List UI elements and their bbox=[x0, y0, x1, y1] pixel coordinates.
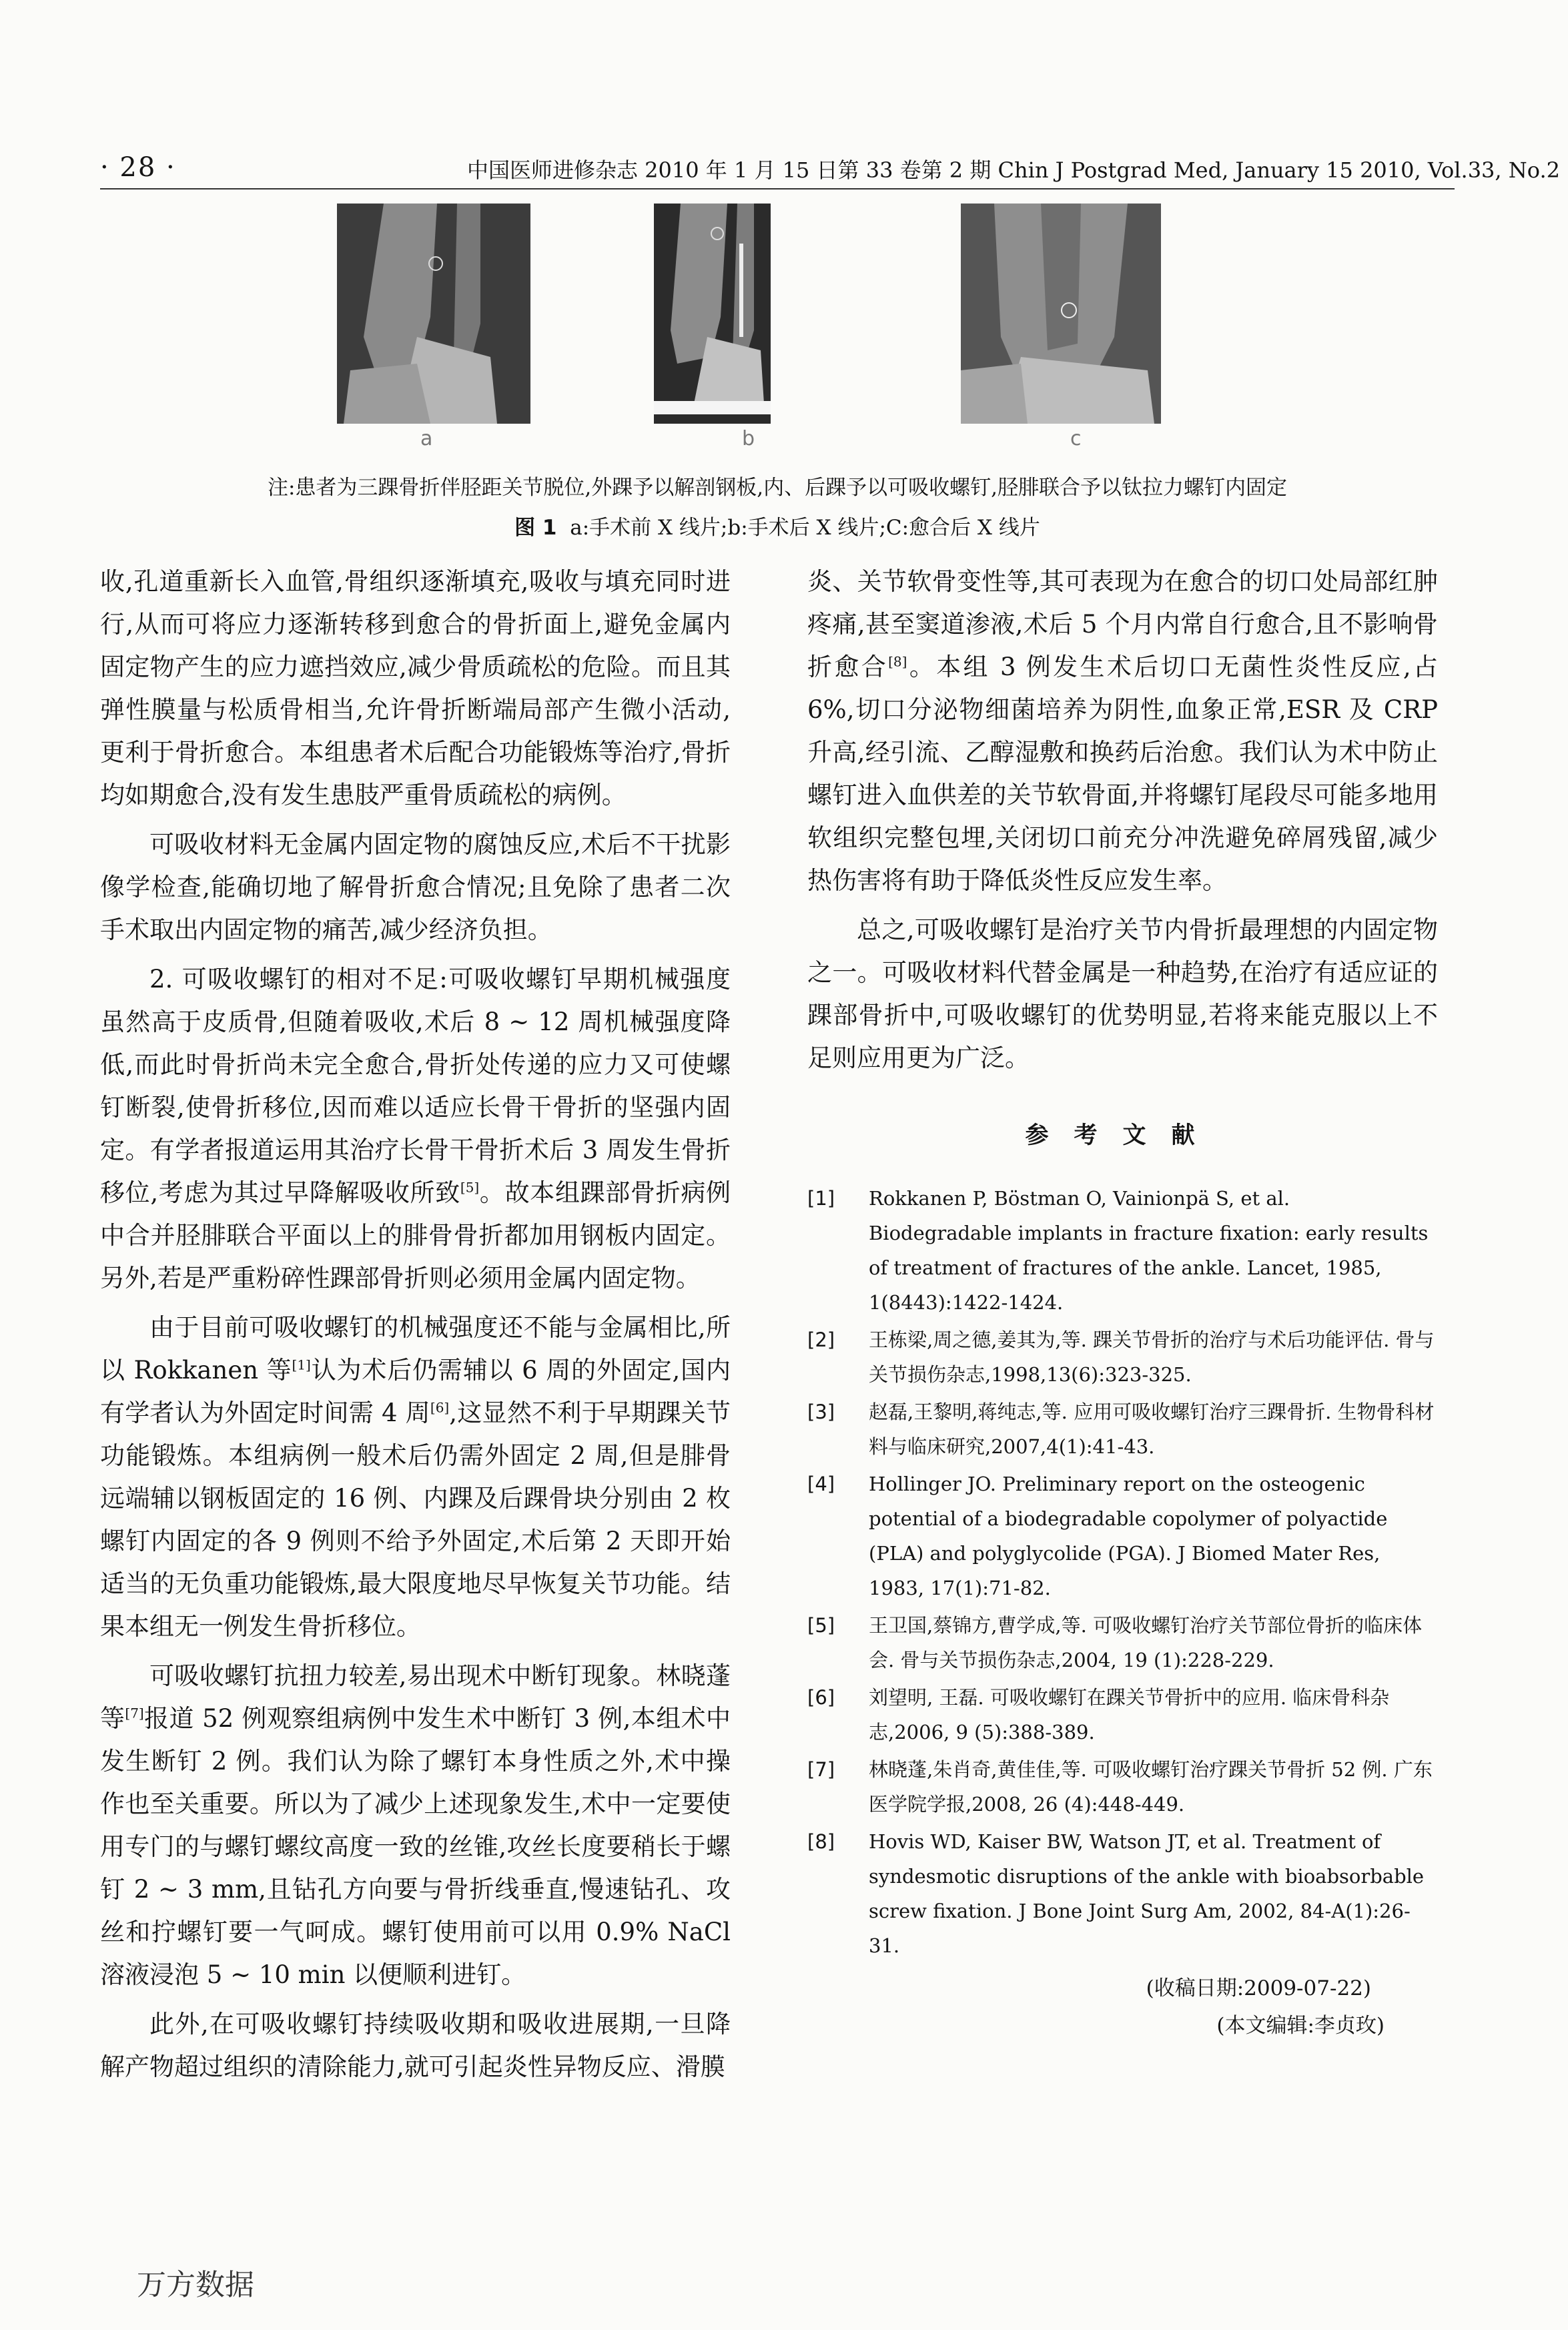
right-column bbox=[807, 560, 1438, 2044]
paragraph bbox=[100, 1655, 731, 1996]
citation: [5] bbox=[460, 1179, 480, 1196]
reference-item bbox=[807, 1680, 1438, 1750]
reference-list bbox=[807, 1181, 1438, 1963]
panel-label-b: b bbox=[742, 427, 755, 450]
paragraph: 收,孔道重新长入血管,骨组织逐渐填充,吸收与填充同时进行,从而可将应力逐渐转移到愈合的骨折面上,避免金属内固定物产生的应力遮挡效应,减少骨质疏松的危险。而且其弹性膜量与松质骨相当,允许骨折断端局部产生微小活动,更利于骨折愈合。本组患者术后配合功能锻炼等治疗,骨折均如期愈合,没有发生患肢严重骨质疏松的病例。 bbox=[100, 567, 731, 809]
xray-image-b bbox=[654, 204, 771, 424]
xray-image-c bbox=[961, 204, 1161, 424]
text-run: 由于目前可吸收螺钉的机械强度还不能与金属相比,所以 Rokkanen 等 bbox=[100, 1313, 731, 1385]
citation: [6] bbox=[430, 1399, 450, 1416]
text-run: 报道 52 例观察组病例中发生术中断钉 3 例,本组术中发生断钉 2 例。我们认为除了螺钉本身性质之外,术中操作也至关重要。所以为了减少上述现象发生,术中一定要使用专门的与螺钉螺纹高度一致的丝锥,攻丝长度要稍长于螺钉 2 ~ 3 mm,且钻孔方向要与骨折线垂直,慢速钻孔、攻丝和拧螺钉要一气呵成。螺钉使用前可以用 0.9% NaCl 溶液浸泡 5 ~ 10 min 以便顺利进钉。 bbox=[100, 1704, 731, 1989]
xray-image-a bbox=[337, 204, 530, 424]
citation: [7] bbox=[125, 1705, 144, 1721]
reference-number: [8] bbox=[807, 1830, 835, 1853]
reference-number: [4] bbox=[807, 1473, 835, 1495]
reference-item bbox=[807, 1824, 1438, 1963]
reference-number: [3] bbox=[807, 1401, 835, 1423]
reference-number: [1] bbox=[807, 1187, 835, 1210]
text-run: 炎、关节软骨变性等,其可表现为在愈合的切口处局部红肿疼痛,甚至窦道渗液,术后 5 个月内常自行愈合,且不影响骨折愈合 bbox=[807, 567, 1438, 681]
paragraph: 总之,可吸收螺钉是治疗关节内骨折最理想的内固定物之一。可吸收材料代替金属是一种趋势,在治疗有适应证的踝部骨折中,可吸收螺钉的优势明显,若将来能克服以上不足则应用更为广泛。 bbox=[807, 915, 1438, 1072]
figure-caption-text: a:手术前 X 线片;b:手术后 X 线片;C:愈合后 X 线片 bbox=[570, 516, 1040, 540]
left-column bbox=[100, 560, 731, 2088]
reference-text: Rokkanen P, Böstman O, Vainionpä S, et al. Biodegradable implants in fracture fixation: early results of treatment of fractures of the ankle. Lancet, 1985, 1(8443):1422-1424. bbox=[869, 1187, 1429, 1314]
reference-number: [7] bbox=[807, 1758, 835, 1781]
reference-number: [5] bbox=[807, 1614, 835, 1637]
paragraph: 此外,在可吸收螺钉持续吸收期和吸收进展期,一旦降解产物超过组织的清除能力,就可引起炎性异物反应、滑膜 bbox=[100, 2010, 731, 2081]
citation: [1] bbox=[292, 1356, 311, 1373]
reference-item bbox=[807, 1752, 1438, 1822]
paragraph: 可吸收材料无金属内固定物的腐蚀反应,术后不干扰影像学检查,能确切地了解骨折愈合情况;且免除了患者二次手术取出内固定物的痛苦,减少经济负担。 bbox=[100, 830, 731, 944]
text-run: 。故本组踝部骨折病例中合并胫腓联合平面以上的腓骨骨折都加用钢板内固定。另外,若是严重粉碎性踝部骨折则必须用金属内固定物。 bbox=[100, 1178, 731, 1292]
references-title: 参考文献 bbox=[1025, 1122, 1220, 1149]
editor-note: (本文编辑:李贞玫) bbox=[1216, 2014, 1385, 2038]
reference-text: 王卫国,蔡锦方,曹学成,等. 可吸收螺钉治疗关节部位骨折的临床体会. 骨与关节损伤杂志,2004, 19 (1):228-229. bbox=[869, 1614, 1423, 1671]
paragraph bbox=[100, 958, 731, 1300]
reference-text: 林晓蓬,朱肖奇,黄佳佳,等. 可吸收螺钉治疗踝关节骨折 52 例. 广东医学院学报,2008, 26 (4):448-449. bbox=[869, 1758, 1433, 1816]
reference-item bbox=[807, 1322, 1438, 1392]
citation: [8] bbox=[888, 653, 907, 670]
paragraph bbox=[100, 1306, 731, 1648]
reference-number: [6] bbox=[807, 1686, 835, 1709]
figure-caption-label: 图 1 bbox=[514, 516, 557, 540]
figure-note: 注:患者为三踝骨折伴胫距关节脱位,外踝予以解剖钢板,内、后踝予以可吸收螺钉,胫腓联合予以钛拉力螺钉内固定 bbox=[267, 476, 1287, 500]
paragraph bbox=[807, 560, 1438, 902]
text-run: 。本组 3 例发生术后切口无菌性炎性反应,占 6%,切口分泌物细菌培养为阴性,血象正常,ESR 及 CRP 升高,经引流、乙醇湿敷和换药后治愈。我们认为术中防止螺钉进入血供差的关节软骨面,并将螺钉尾段尽可能多地用软组织完整包埋,关闭切口前充分冲洗避免碎屑残留,减少热伤害将有助于降低炎性反应发生率。 bbox=[807, 653, 1439, 895]
panel-label-a: a bbox=[420, 427, 433, 450]
reference-text: 赵磊,王黎明,蒋纯志,等. 应用可吸收螺钉治疗三踝骨折. 生物骨科材料与临床研究,2007,4(1):41-43. bbox=[869, 1401, 1435, 1458]
watermark: 万方数据 bbox=[137, 2268, 254, 2302]
page-number: · 28 · bbox=[100, 152, 176, 183]
reference-text: Hovis WD, Kaiser BW, Watson JT, et al. Treatment of syndesmotic disruptions of the ankle with bioabsorbable screw fixation. J Bone Joint Surg Am, 2002, 84-A(1):26-31. bbox=[869, 1830, 1425, 1957]
reference-item bbox=[807, 1395, 1438, 1464]
reference-item bbox=[807, 1608, 1438, 1677]
reference-text: Hollinger JO. Preliminary report on the osteogenic potential of a biodegradable copolymer of polyactide (PLA) and polyglycolide (PGA). J Biomed Mater Res, 1983, 17(1):71-82. bbox=[869, 1473, 1388, 1599]
figure-caption bbox=[100, 510, 1455, 540]
text-run: ,这显然不利于早期踝关节功能锻炼。本组病例一般术后仍需外固定 2 周,但是腓骨远端辅以钢板固定的 16 例、内踝及后踝骨块分别由 2 枚螺钉内固定的各 9 例则不给予外固定,术后第 2 天即开始适当的无负重功能锻炼,最大限度地尽早恢复关节功能。结果本组无一例发生骨折移位。 bbox=[100, 1399, 731, 1641]
reference-text: 王栋梁,周之德,姜其为,等. 踝关节骨折的治疗与术后功能评估. 骨与关节损伤杂志,1998,13(6):323-325. bbox=[869, 1328, 1435, 1386]
received-date: (收稿日期:2009-07-22) bbox=[1146, 1976, 1371, 2000]
text-run: 2. 可吸收螺钉的相对不足:可吸收螺钉早期机械强度虽然高于皮质骨,但随着吸收,术后 8 ~ 12 周机械强度降低,而此时骨折尚未完全愈合,骨折处传递的应力又可使螺钉断裂,使骨折移位,因而难以适应长骨干骨折的坚强内固定。有学者报道运用其治疗长骨干骨折术后 3 周发生骨折移位,考虑为其过早降解吸收所致 bbox=[100, 965, 731, 1207]
reference-item bbox=[807, 1467, 1438, 1605]
running-head: 中国医师进修杂志 2010 年 1 月 15 日第 33 卷第 2 期 Chin J Postgrad Med, January 15 2010, Vol.33, No.2 bbox=[467, 157, 1560, 183]
text-run: 认为术后仍需辅以 6 周的外固定,国内有学者认为外固定时间需 4 周 bbox=[100, 1356, 731, 1427]
panel-label-c: c bbox=[1070, 427, 1082, 450]
reference-number: [2] bbox=[807, 1328, 835, 1351]
reference-item bbox=[807, 1181, 1438, 1320]
text-run: 可吸收螺钉抗扭力较差,易出现术中断钉现象。林晓蓬等 bbox=[100, 1661, 731, 1733]
reference-text: 刘望明, 王磊. 可吸收螺钉在踝关节骨折中的应用. 临床骨科杂志,2006, 9 (5):388-389. bbox=[869, 1686, 1390, 1743]
header-rule bbox=[100, 188, 1455, 189]
